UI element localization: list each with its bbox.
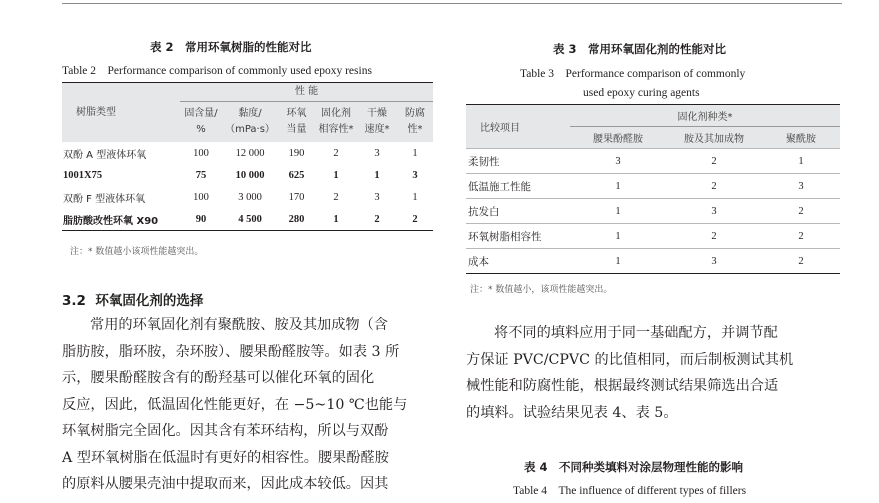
table4-caption-cn: 表 4 不同种类填料对涂层物理性能的影响	[524, 460, 744, 474]
left-paragraph	[62, 312, 407, 498]
table2-caption-cn: 表 2 常用环氧树脂的性能对比	[150, 40, 312, 54]
table3-col-header: 聚酰胺	[786, 134, 816, 145]
text-line: 环氧树脂完全固化。因其含有苯环结构，所以与双酚	[62, 423, 389, 439]
table2-col-name: 树脂类型	[62, 83, 180, 143]
text-line: 的填料。试验结果见表 4、表 5。	[466, 404, 678, 421]
table-row: 双酚 A 型液体环氧 100 12 000 190 2 3 1	[63, 147, 418, 161]
text-line: 脂肪胺，脂环胺，杂环胺）、腰果酚醛胺等。如表 3 所	[62, 343, 400, 360]
table-row: 低温施工性能 1 2 3	[466, 174, 840, 199]
top-rule	[62, 3, 842, 4]
table3-col-header: 腰果酚醛胺	[593, 134, 643, 145]
table3	[466, 104, 840, 274]
table-row: 1001X75 75 10 000 625 1 1 3	[63, 169, 418, 181]
table3-col-header: 胺及其加成物	[684, 134, 744, 145]
table2-col-header: 固化剂 相容性*	[318, 108, 354, 135]
table2-group-header: 性 能	[180, 83, 433, 102]
table3-col-name: 比较项目	[466, 105, 570, 149]
table-row: 脂肪酸改性环氧 X90 90 4 500 280 1 2 2	[62, 208, 433, 231]
table3-caption-en-2: used epoxy curing agents	[583, 87, 700, 99]
section-heading	[62, 289, 203, 309]
table2-col-header: 黏度/ （mPa·s）	[225, 108, 275, 135]
text-line: 的原料从腰果壳油中提取而来，因此成本较低。因其	[62, 476, 389, 492]
text-line: 械性能和防腐性能，根据最终测试结果筛选出合适	[466, 378, 779, 394]
table-row: 环氧树脂相容性 1 2 2	[466, 224, 840, 249]
table2-caption-en: Table 2 Performance comparison of commonly used epoxy resins	[62, 65, 372, 77]
right-paragraph	[466, 320, 793, 426]
table2	[62, 82, 433, 231]
table-row: 成本 1 3 2	[466, 249, 840, 274]
text-line: 方保证 PVC/CPVC 的比值相同，而后制板测试其机	[466, 351, 794, 368]
table-row: 柔韧性 3 2 1	[466, 149, 840, 174]
table4-caption-en: Table 4 The influence of different types of fillers	[513, 485, 747, 497]
table3-caption-en-1: Table 3 Performance comparison of commonly	[520, 68, 746, 80]
table-row: 抗发白 1 3 2	[466, 199, 840, 224]
table3-group-header: 固化剂种类*	[570, 105, 840, 127]
text-line: A 型环氧树脂在低温时有更好的相容性。腰果酚醛胺	[62, 449, 389, 466]
table2-col-header: 环氧 当量	[286, 108, 307, 135]
section-number: 3.2	[62, 293, 86, 309]
text-line: 反应，因此，低温固化性能更好，在 −5~10 ℃也能与	[62, 396, 408, 413]
text-line: 将不同的填料应用于同一基础配方，并调节配	[494, 325, 778, 341]
section-title: 环氧固化剂的选择	[95, 293, 204, 309]
table2-note: 注：* 数值越小该项性能越突出。	[70, 247, 204, 257]
table2-col-header: 防腐 性*	[405, 108, 425, 135]
table3-caption-cn: 表 3 常用环氧固化剂的性能对比	[553, 42, 727, 56]
text-line: 常用的环氧固化剂有聚酰胺、胺及其加成物（含	[90, 317, 388, 333]
table3-note: 注：* 数值越小，该项性能越突出。	[470, 285, 613, 295]
table2-col-header: 固含量/ %	[184, 108, 218, 135]
table-row: 双酚 F 型液体环氧 100 3 000 170 2 3 1	[63, 191, 418, 205]
table2-col-header: 干燥 速度*	[364, 108, 390, 135]
text-line: 示，腰果酚醛胺含有的酚羟基可以催化环氧的固化	[62, 370, 375, 386]
